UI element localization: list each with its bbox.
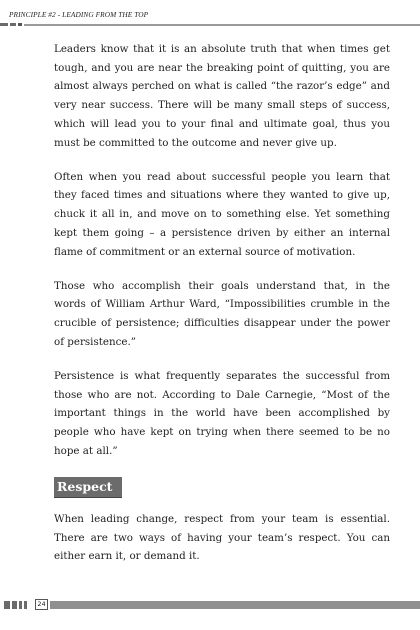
page-number: 24 [35,599,48,610]
paragraph: When leading change, respect from your team is essential. There are two ways of having your team’s respect. You can either earn it, or demand it. [54,513,390,563]
page-footer [0,599,420,611]
page-content [54,40,390,582]
footer-rule [50,601,420,609]
footer-rule-segment [19,601,22,609]
paragraph: Often when you read about successful people you learn that they faced times and situations where they wanted to give up, chuck it all in, and move on to something else. Yet something kept them going – a persistence driven by either an internal flame of commitment or an external source of motivation. [54,170,390,258]
footer-rule-segment [12,601,17,609]
paragraph: Leaders know that it is an absolute truth that when times get tough, and you are near the breaking point of quitting, you are almost always perched on what is called “the razor’s edge” and very near success. There will be many small steps of success, which will lead you to your final and ultimate goal, thus you must be committed to the outcome and never give up. [54,43,390,149]
paragraph: Persistence is what frequently separates the successful from those who are not. According to Dale Carnegie, “Most of the important things in the world have been accomplished by people who have kept on trying when there seemed to be no hope at all.” [54,370,390,457]
paragraph: Those who accomplish their goals understand that, in the words of William Arthur Ward, “Impossibilities crumble in the crucible of persistence; difficulties disappear under the power of persistence.” [54,279,390,348]
footer-rule-segment [4,601,10,609]
header-rule-segment [10,23,16,26]
section-heading-respect: Respect [54,477,122,498]
footer-rule-segment [24,601,27,609]
header-rule [24,24,420,26]
page-header [0,0,420,32]
running-head: PRINCIPLE #2 - LEADING FROM THE TOP [9,10,149,19]
header-rule-segment [0,23,8,26]
header-rule-segment [18,23,22,26]
